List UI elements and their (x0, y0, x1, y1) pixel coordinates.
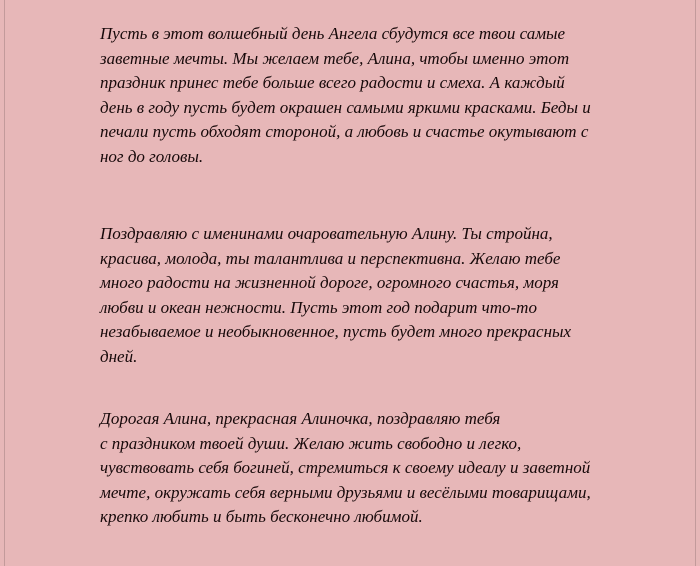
paragraph-2-line-2: красива, молода, ты талантлива и перспективна. Желаю тебе (100, 248, 561, 268)
greeting-paragraph-1 (100, 22, 591, 170)
left-page-rule (4, 0, 5, 566)
paragraph-3-line-5: крепко любить и быть бесконечно любимой. (100, 507, 423, 527)
paragraph-1-line-2: заветные мечты. Мы желаем тебе, Алина, чтобы именно этот (100, 48, 570, 68)
paragraph-1-line-1: Пусть в этот волшебный день Ангела сбудутся все твои самые (100, 24, 566, 43)
paragraph-2-line-5: незабываемое и необыкновенное, пусть будет много прекрасных (100, 322, 572, 342)
paragraph-2-line-4: любви и океан нежности. Пусть этот год подарит что-то (100, 297, 537, 317)
paragraph-2-line-1: Поздравляю с именинами очаровательную Алину. Ты стройна, (100, 224, 553, 243)
greeting-paragraph-3 (100, 407, 591, 530)
paragraph-3-line-4: мечте, окружать себя верными друзьями и весёлыми товарищами, (100, 482, 591, 502)
greeting-paragraph-2 (100, 222, 571, 370)
paragraph-1-line-3: праздник принес тебе больше всего радости и смеха. А каждый (100, 73, 565, 93)
paragraph-3-line-3: чувствовать себя богиней, стремиться к своему идеалу и заветной (100, 458, 591, 478)
paragraph-3-line-2: с праздником твоей души. Желаю жить свободно и легко, (100, 433, 522, 453)
paragraph-2-line-6: дней. (100, 346, 138, 366)
paragraph-1-line-6: ног до головы. (100, 146, 204, 166)
paragraph-1-line-4: день в году пусть будет окрашен самыми яркими красками. Беды и (100, 97, 591, 117)
right-page-rule (695, 0, 696, 566)
paragraph-3-line-1: Дорогая Алина, прекрасная Алиночка, поздравляю тебя (100, 409, 501, 428)
paragraph-2-line-3: много радости на жизненной дороге, огромного счастья, моря (100, 273, 559, 293)
paragraph-1-line-5: печали пусть обходят стороной, а любовь и счастье окутывают с (100, 122, 589, 142)
